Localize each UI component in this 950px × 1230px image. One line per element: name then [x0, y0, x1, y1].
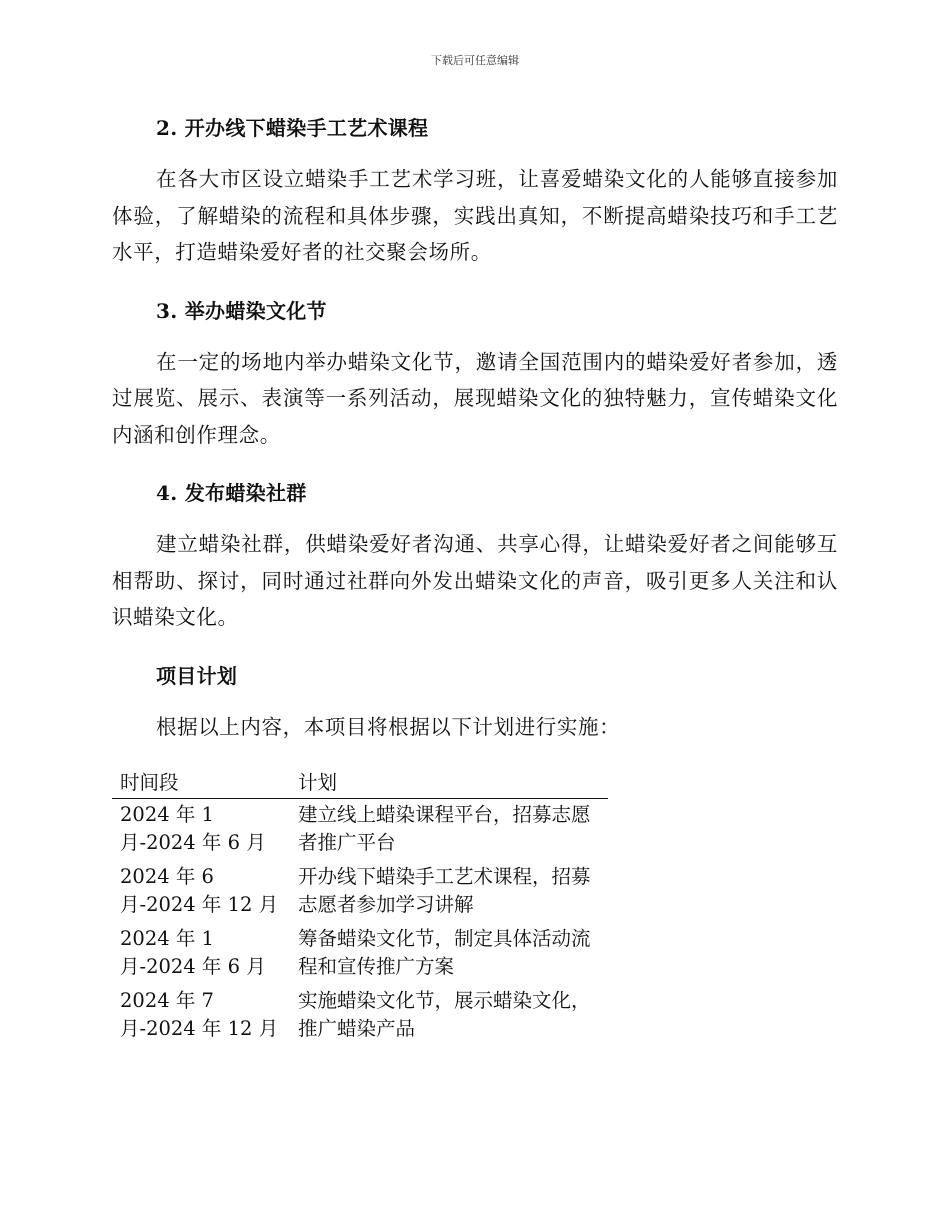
section-paragraph-project-plan: 根据以上内容，本项目将根据以下计划进行实施： [156, 714, 621, 739]
table-cell-plan: 筹备蜡染文化节，制定具体活动流程和宣传推广方案 [298, 927, 591, 978]
table-cell-plan: 实施蜡染文化节，展示蜡染文化，推广蜡染产品 [298, 989, 591, 1040]
table-header-row [112, 769, 608, 799]
table-cell-time: 2024 年 6 月-2024 年 12 月 [120, 865, 279, 916]
table-row [112, 799, 608, 862]
section-heading-project-plan: 项目计划 [156, 663, 238, 688]
section-paragraph-community: 建立蜡染社群，供蜡染爱好者沟通、共享心得，让蜡染爱好者之间能够互相帮助、探讨，同时通过社群向外发出蜡染文化的声音，吸引更多人关注和认识蜡染文化。 [112, 532, 838, 629]
section-heading-offline-courses: 2. 开办线下蜡染手工艺术课程 [156, 116, 429, 140]
table-header-plan: 计划 [290, 769, 608, 799]
document-body [112, 110, 838, 1047]
section-paragraph-offline-courses: 在各大市区设立蜡染手工艺术学习班，让喜爱蜡染文化的人能够直接参加体验，了解蜡染的流程和具体步骤，实践出真知，不断提高蜡染技巧和手工艺水平，打造蜡染爱好者的社交聚会场所。 [112, 167, 838, 264]
table-cell-time: 2024 年 1 月-2024 年 6 月 [120, 927, 266, 978]
table-cell-time: 2024 年 7 月-2024 年 12 月 [120, 989, 279, 1040]
section-paragraph-culture-festival: 在一定的场地内举办蜡染文化节，邀请全国范围内的蜡染爱好者参加，透过展览、展示、表演等一系列活动，展现蜡染文化的独特魅力，宣传蜡染文化内涵和创作理念。 [112, 349, 838, 447]
page-header: 下载后可任意编辑 [431, 54, 519, 67]
table-cell-time: 2024 年 1 月-2024 年 6 月 [120, 803, 266, 854]
table-cell-plan: 建立线上蜡染课程平台，招募志愿者推广平台 [298, 803, 591, 854]
table-row [112, 923, 608, 985]
table-row [112, 985, 608, 1047]
table-row [112, 861, 608, 923]
table-cell-plan: 开办线下蜡染手工艺术课程，招募志愿者参加学习讲解 [298, 865, 591, 916]
table-header-time: 时间段 [112, 769, 290, 799]
section-heading-culture-festival: 3. 举办蜡染文化节 [156, 298, 327, 323]
section-heading-community: 4. 发布蜡染社群 [156, 481, 307, 505]
plan-table [112, 769, 608, 1047]
